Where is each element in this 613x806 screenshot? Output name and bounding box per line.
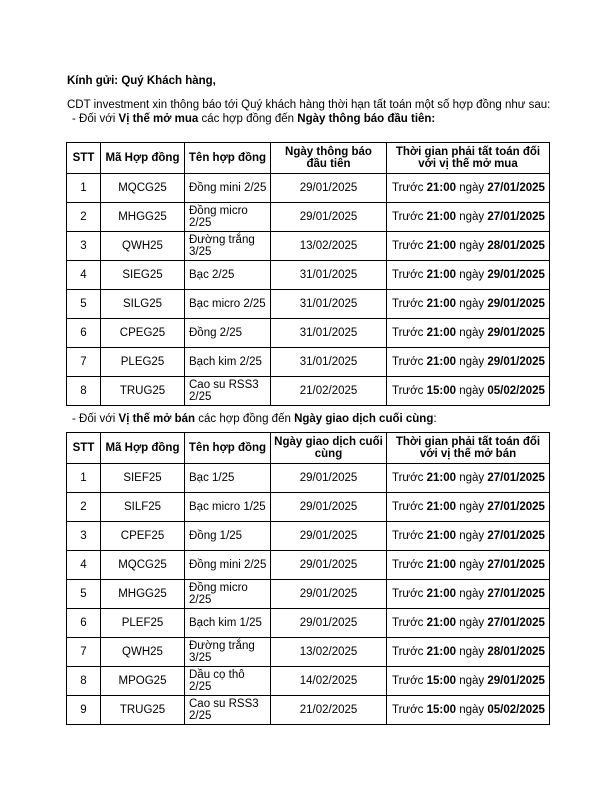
section-position-type: Vị thế mở mua [118, 113, 199, 125]
row-stt: 8 [67, 667, 101, 696]
row-contract-code: MHGG25 [101, 203, 185, 232]
row-date: 29/01/2025 [271, 551, 387, 580]
deadline-mid: ngày [456, 704, 488, 716]
deadline-time: 21:00 [426, 472, 457, 484]
deadline-time: 21:00 [426, 240, 457, 252]
table-row [67, 464, 550, 493]
short-positions-table [66, 432, 550, 725]
table-row [67, 174, 550, 203]
deadline-time: 21:00 [426, 530, 457, 542]
row-contract-code: QWH25 [101, 638, 185, 667]
deadline-date: 27/01/2025 [487, 211, 545, 223]
deadline-date: 29/01/2025 [487, 298, 545, 310]
deadline-prefix: Trước [392, 530, 427, 542]
long-positions-table [66, 142, 550, 406]
row-contract-code: CPEF25 [101, 522, 185, 551]
deadline-prefix: Trước [392, 501, 427, 513]
deadline-time: 21:00 [426, 298, 457, 310]
deadline-mid: ngày [456, 501, 488, 513]
row-contract-code: TRUG25 [101, 377, 185, 406]
row-contract-name: Đồng micro 2/25 [185, 203, 271, 232]
row-contract-code: SIEF25 [101, 464, 185, 493]
deadline-prefix: Trước [392, 356, 427, 368]
row-date: 29/01/2025 [271, 522, 387, 551]
row-deadline-cell [387, 232, 550, 261]
row-contract-name: Đồng 1/25 [185, 522, 271, 551]
header-last-trading-date: Ngày giao dịch cuối cùng [271, 433, 387, 464]
row-contract-name: Bạc micro 1/25 [185, 493, 271, 522]
row-date: 31/01/2025 [271, 261, 387, 290]
row-contract-name: Đường trắng 3/25 [185, 232, 271, 261]
deadline-date: 28/01/2025 [487, 240, 545, 252]
row-date: 29/01/2025 [271, 464, 387, 493]
row-date: 13/02/2025 [271, 638, 387, 667]
row-contract-name: Bạc 2/25 [185, 261, 271, 290]
row-date: 14/02/2025 [271, 667, 387, 696]
row-contract-name: Bạc micro 2/25 [185, 290, 271, 319]
row-contract-code: PLEF25 [101, 609, 185, 638]
row-deadline-cell [387, 290, 550, 319]
deadline-prefix: Trước [392, 240, 427, 252]
row-contract-code: MHGG25 [101, 580, 185, 609]
deadline-mid: ngày [456, 182, 488, 194]
row-date: 13/02/2025 [271, 232, 387, 261]
deadline-time: 21:00 [426, 646, 457, 658]
row-deadline-cell [387, 667, 550, 696]
header-settlement-deadline: Thời gian phải tất toán đối với vị thế mở mua [387, 143, 550, 174]
header-settlement-deadline: Thời gian phải tất toán đối với vị thế mở bán [387, 433, 550, 464]
row-deadline-cell [387, 348, 550, 377]
deadline-time: 15:00 [426, 675, 457, 687]
table-header-row [67, 433, 550, 464]
row-contract-code: PLEG25 [101, 348, 185, 377]
row-stt: 2 [67, 493, 101, 522]
row-date: 29/01/2025 [271, 493, 387, 522]
row-date: 31/01/2025 [271, 319, 387, 348]
deadline-mid: ngày [456, 472, 488, 484]
table-row [67, 638, 550, 667]
deadline-time: 21:00 [426, 588, 457, 600]
deadline-date: 27/01/2025 [487, 617, 545, 629]
row-deadline-cell [387, 580, 550, 609]
deadline-prefix: Trước [392, 646, 427, 658]
deadline-mid: ngày [456, 269, 488, 281]
deadline-date: 29/01/2025 [487, 269, 545, 281]
deadline-prefix: Trước [392, 211, 427, 223]
deadline-mid: ngày [456, 646, 488, 658]
deadline-mid: ngày [456, 356, 488, 368]
row-deadline-cell [387, 319, 550, 348]
row-date: 31/01/2025 [271, 348, 387, 377]
row-contract-name: Dầu cọ thô 2/25 [185, 667, 271, 696]
row-date: 21/02/2025 [271, 696, 387, 725]
row-contract-name: Cao su RSS3 2/25 [185, 696, 271, 725]
deadline-time: 21:00 [426, 211, 457, 223]
table-row [67, 348, 550, 377]
deadline-time: 21:00 [426, 327, 457, 339]
row-stt: 5 [67, 580, 101, 609]
deadline-mid: ngày [456, 588, 488, 600]
row-date: 29/01/2025 [271, 580, 387, 609]
deadline-mid: ngày [456, 617, 488, 629]
row-contract-code: TRUG25 [101, 696, 185, 725]
deadline-prefix: Trước [392, 385, 427, 397]
deadline-date: 29/01/2025 [487, 356, 545, 368]
row-stt: 8 [67, 377, 101, 406]
row-stt: 3 [67, 522, 101, 551]
deadline-prefix: Trước [392, 559, 427, 571]
row-date: 31/01/2025 [271, 290, 387, 319]
table-row [67, 232, 550, 261]
deadline-mid: ngày [456, 530, 488, 542]
deadline-mid: ngày [456, 327, 488, 339]
row-contract-name: Đồng 2/25 [185, 319, 271, 348]
row-deadline-cell [387, 696, 550, 725]
deadline-prefix: Trước [392, 298, 427, 310]
row-stt: 4 [67, 261, 101, 290]
row-date: 29/01/2025 [271, 174, 387, 203]
table-row [67, 580, 550, 609]
header-contract-code: Mã Hợp đồng [101, 433, 185, 464]
section-prefix: - Đối với [72, 413, 119, 425]
row-stt: 7 [67, 638, 101, 667]
table-header-row [67, 143, 550, 174]
deadline-mid: ngày [456, 298, 488, 310]
table-row [67, 696, 550, 725]
header-contract-code: Mã Hợp đồng [101, 143, 185, 174]
deadline-date: 05/02/2025 [487, 704, 545, 716]
row-stt: 6 [67, 609, 101, 638]
row-stt: 7 [67, 348, 101, 377]
row-date: 29/01/2025 [271, 203, 387, 232]
row-contract-code: MPOG25 [101, 667, 185, 696]
table-row [67, 493, 550, 522]
deadline-time: 15:00 [426, 704, 457, 716]
row-contract-code: MQCG25 [101, 174, 185, 203]
header-contract-name: Tên hợp đồng [185, 143, 271, 174]
row-deadline-cell [387, 522, 550, 551]
section-date-type: Ngày giao dịch cuối cùng [294, 413, 434, 425]
deadline-prefix: Trước [392, 675, 427, 687]
header-stt: STT [67, 433, 101, 464]
table-row [67, 377, 550, 406]
row-contract-name: Bạch kim 1/25 [185, 609, 271, 638]
header-contract-name: Tên hợp đồng [185, 433, 271, 464]
row-stt: 2 [67, 203, 101, 232]
header-stt: STT [67, 143, 101, 174]
table-row [67, 261, 550, 290]
table-row [67, 609, 550, 638]
deadline-prefix: Trước [392, 617, 427, 629]
row-stt: 1 [67, 174, 101, 203]
row-contract-name: Cao su RSS3 2/25 [185, 377, 271, 406]
row-contract-code: SIEG25 [101, 261, 185, 290]
row-deadline-cell [387, 464, 550, 493]
row-contract-code: SILF25 [101, 493, 185, 522]
deadline-mid: ngày [456, 675, 488, 687]
section-long-positions [72, 113, 435, 125]
row-stt: 6 [67, 319, 101, 348]
row-contract-name: Đồng micro 2/25 [185, 580, 271, 609]
intro-text: CDT investment xin thông báo tới Quý khách hàng thời hạn tất toán một số hợp đồng như sau: [67, 99, 551, 111]
deadline-time: 21:00 [426, 617, 457, 629]
deadline-prefix: Trước [392, 588, 427, 600]
deadline-date: 27/01/2025 [487, 182, 545, 194]
row-contract-name: Đồng mini 2/25 [185, 174, 271, 203]
row-stt: 3 [67, 232, 101, 261]
deadline-date: 27/01/2025 [487, 559, 545, 571]
row-date: 21/02/2025 [271, 377, 387, 406]
row-deadline-cell [387, 609, 550, 638]
deadline-mid: ngày [456, 240, 488, 252]
header-first-notice-date: Ngày thông báo đầu tiên [271, 143, 387, 174]
row-deadline-cell [387, 377, 550, 406]
table-row [67, 522, 550, 551]
section-middle: các hợp đồng đến [195, 413, 295, 425]
row-stt: 5 [67, 290, 101, 319]
deadline-date: 27/01/2025 [487, 501, 545, 513]
row-contract-code: MQCG25 [101, 551, 185, 580]
table-row [67, 203, 550, 232]
section-prefix: - Đối với [72, 113, 119, 125]
deadline-prefix: Trước [392, 704, 427, 716]
deadline-prefix: Trước [392, 327, 427, 339]
deadline-date: 27/01/2025 [487, 588, 545, 600]
deadline-date: 29/01/2025 [487, 327, 545, 339]
row-stt: 4 [67, 551, 101, 580]
row-contract-name: Đồng mini 2/25 [185, 551, 271, 580]
short-positions-body [67, 464, 550, 725]
deadline-mid: ngày [456, 385, 488, 397]
deadline-prefix: Trước [392, 269, 427, 281]
deadline-time: 15:00 [426, 385, 457, 397]
table-row [67, 290, 550, 319]
deadline-mid: ngày [456, 559, 488, 571]
row-deadline-cell [387, 493, 550, 522]
deadline-date: 29/01/2025 [487, 675, 545, 687]
row-contract-code: QWH25 [101, 232, 185, 261]
row-contract-name: Bạch kim 2/25 [185, 348, 271, 377]
deadline-time: 21:00 [426, 269, 457, 281]
row-contract-code: SILG25 [101, 290, 185, 319]
section-date-type: Ngày thông báo đầu tiên: [297, 113, 436, 125]
deadline-mid: ngày [456, 211, 488, 223]
section-suffix: : [433, 413, 437, 425]
table-row [67, 667, 550, 696]
deadline-time: 21:00 [426, 501, 457, 513]
deadline-prefix: Trước [392, 182, 427, 194]
deadline-date: 05/02/2025 [487, 385, 545, 397]
deadline-prefix: Trước [392, 472, 427, 484]
deadline-date: 27/01/2025 [487, 472, 545, 484]
row-contract-name: Bạc 1/25 [185, 464, 271, 493]
section-short-positions [72, 413, 437, 425]
section-position-type: Vị thế mở bán [118, 413, 196, 425]
row-deadline-cell [387, 203, 550, 232]
table-row [67, 319, 550, 348]
row-stt: 9 [67, 696, 101, 725]
row-deadline-cell [387, 551, 550, 580]
row-contract-name: Đường trắng 3/25 [185, 638, 271, 667]
section-middle: các hợp đồng đến [198, 113, 298, 125]
row-stt: 1 [67, 464, 101, 493]
deadline-time: 21:00 [426, 356, 457, 368]
row-deadline-cell [387, 174, 550, 203]
row-contract-code: CPEG25 [101, 319, 185, 348]
row-deadline-cell [387, 261, 550, 290]
row-date: 29/01/2025 [271, 609, 387, 638]
deadline-time: 21:00 [426, 559, 457, 571]
deadline-date: 27/01/2025 [487, 530, 545, 542]
deadline-date: 28/01/2025 [487, 646, 545, 658]
row-deadline-cell [387, 638, 550, 667]
long-positions-body [67, 174, 550, 406]
greeting: Kính gửi: Quý Khách hàng, [67, 75, 216, 87]
deadline-time: 21:00 [426, 182, 457, 194]
table-row [67, 551, 550, 580]
